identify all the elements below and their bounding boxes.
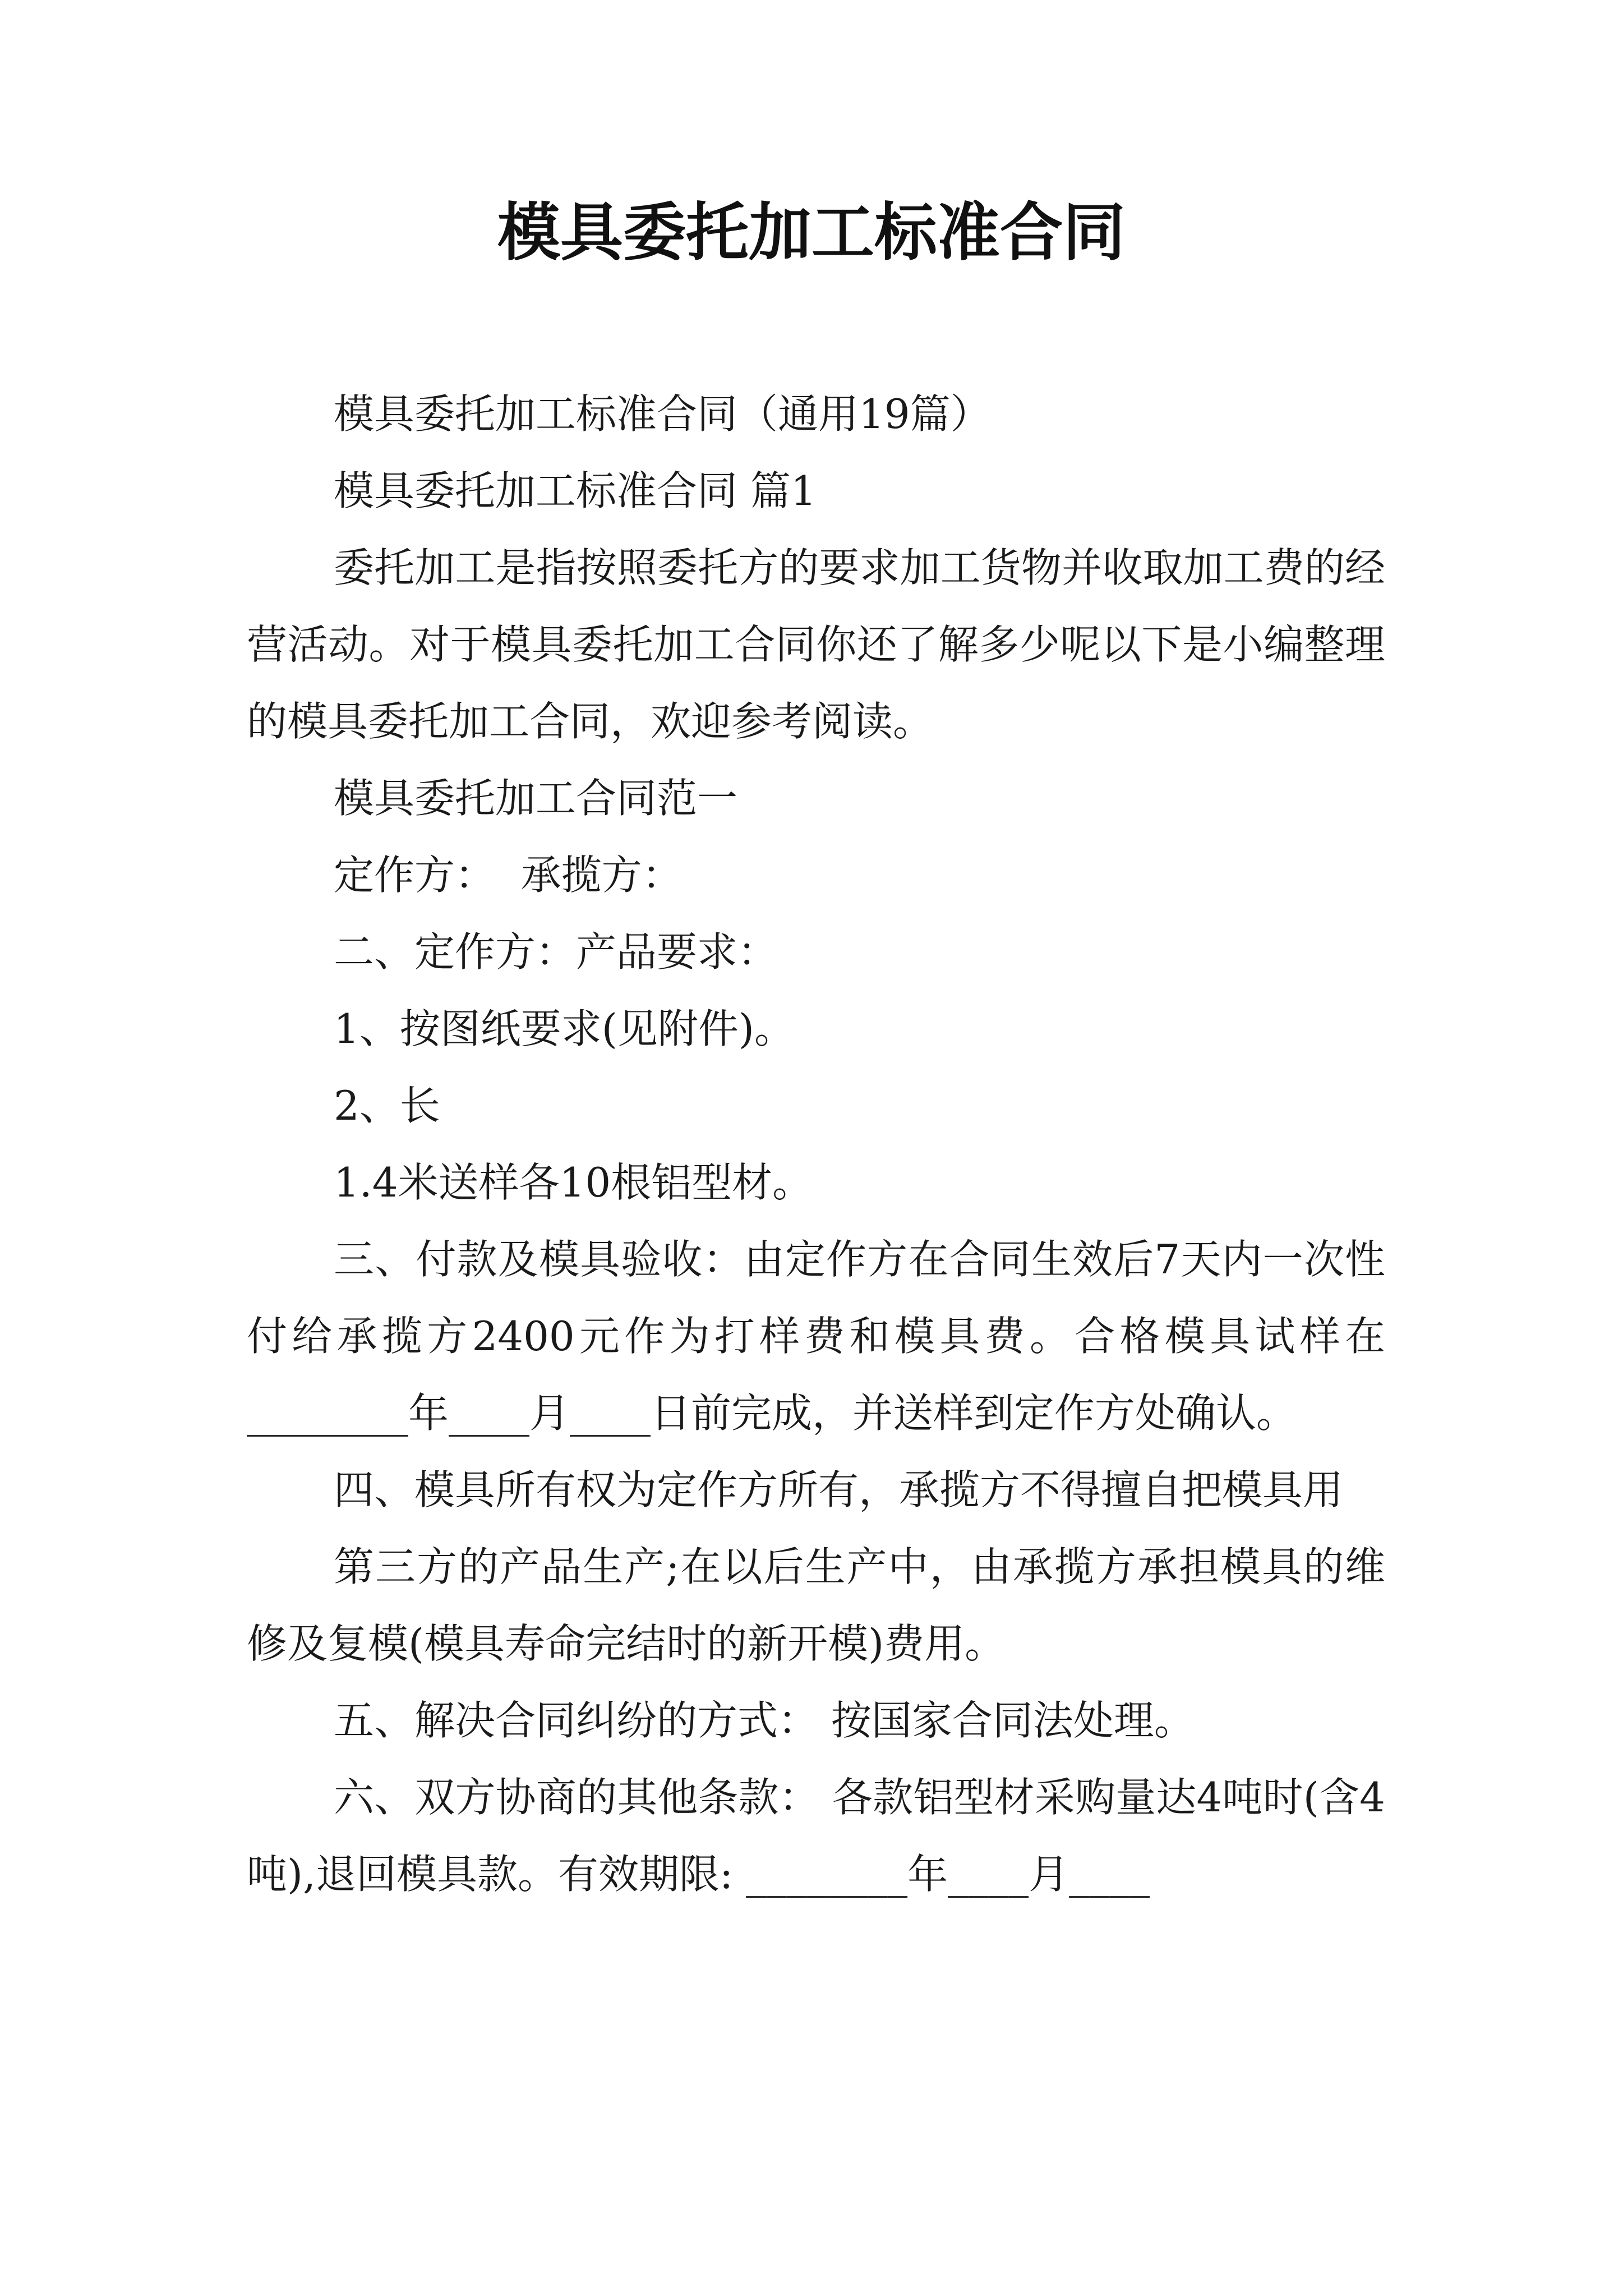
paragraph-contract-name: 模具委托加工合同范一 — [334, 775, 738, 822]
paragraph-clause-4: 四、模具所有权为定作方所有，承揽方不得擅自把模具用 — [334, 1466, 1344, 1513]
document-body — [247, 376, 1385, 1913]
paragraph-clause-2: 二、定作方：产品要求： — [334, 928, 778, 976]
paragraph-parties: 定作方： 承揽方： — [334, 852, 683, 899]
paragraph-clause-4-continued: 第三方的产品生产;在以后生产中，由承揽方承担模具的维修及复模(模具寿命完结时的新开模)费用。 — [247, 1543, 1385, 1667]
paragraph-subtitle: 模具委托加工标准合同（通用19篇） — [334, 390, 991, 438]
paragraph-item-2-detail: 1.4米送样各10根铝型材。 — [334, 1159, 813, 1206]
paragraph-clause-5: 五、解决合同纠纷的方式： 按国家合同法处理。 — [334, 1697, 1195, 1744]
paragraph-section-heading: 模具委托加工标准合同 篇1 — [334, 467, 817, 514]
document-title: 模具委托加工标准合同 — [497, 196, 1126, 269]
paragraph-clause-3: 三、付款及模具验收：由定作方在合同生效后7天内一次性付给承揽方2400元作为打样费和模具费。合格模具试样在________年____月____日前完成，并送样到定作方处确认。 — [247, 1236, 1385, 1437]
paragraph-item-1: 1、按图纸要求(见附件)。 — [334, 1005, 795, 1052]
paragraph-clause-6: 六、双方协商的其他条款： 各款铝型材采购量达4吨时(含4吨),退回模具款。有效期限: ________年____月____ — [247, 1774, 1385, 1898]
paragraph-item-2: 2、长 — [334, 1082, 440, 1129]
paragraph-intro: 委托加工是指按照委托方的要求加工货物并收取加工费的经营活动。对于模具委托加工合同你还了解多少呢以下是小编整理的模具委托加工合同，欢迎参考阅读。 — [247, 544, 1385, 745]
